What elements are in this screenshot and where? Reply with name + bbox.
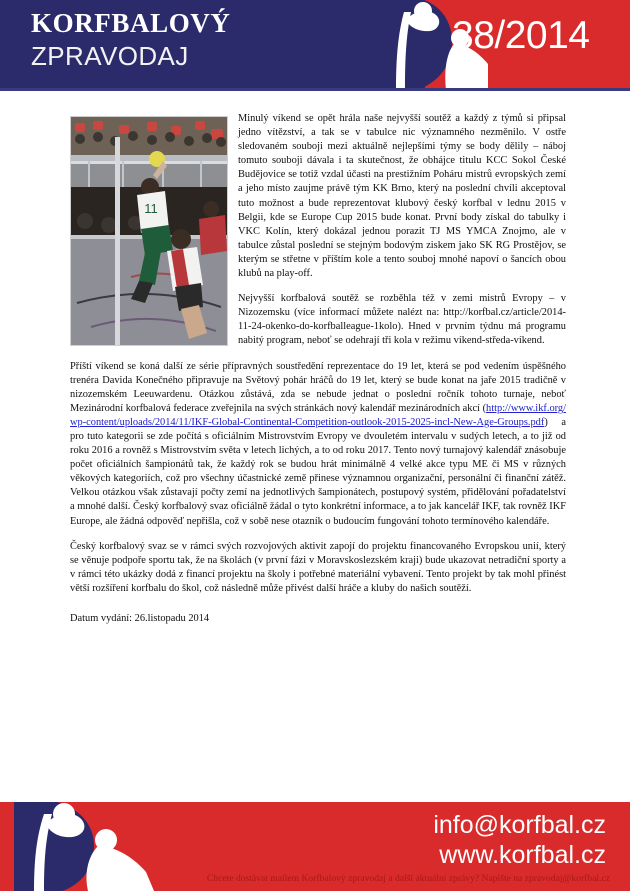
korfbal-article-url[interactable]: http://korfbal.cz/article/2014-11-24-okenko-do-korfballeague-1kolo (238, 307, 566, 333)
footer-contact-group (433, 810, 606, 870)
svg-text:11: 11 (144, 201, 158, 216)
footer-subscribe-note: Chcete dostávat mailem Korfbalový zpravodaj a další aktuální zprávy? Napište na zpravodaj@korfbal.cz (206, 873, 610, 884)
footer-website[interactable]: www.korfbal.cz (439, 841, 606, 869)
article-paragraph-1: Minulý víkend se opět hrála naše nejvyšší soutěž a každý z týmů si připsal jedno vítězství, a tak se v tabulce nic významného nezměnilo. V ostře sledovaném souboji mezi aktuálně nejlepšími týmy se body dělily – náboj tomuto souboji dávala i ta skutečnost, že obhájce titulu KCC Sokol České Budějovice se totiž vzdal účasti na prestižním Poháru mistrů evropských zemí a jeho místo zaujme právě tým KK Brno, který na poslední chvíli akceptoval tuto možnost a bude reprezentovat klubový český korfbal v lednu 2015 v Belgii, kde se Europe Cup 2015 bude konat. První body získal do tabulky i VKC Kolín, který dokázal jednou porazit TJ MS YMCA Znojmo, ale v tabulce zůstal poslední se stejným bodovým ziskem jako SK RG Prostějov, se kterým se střetne v příštím kole a tento souboj mnohé napoví o šancích obou klubů na play-off. (238, 113, 566, 280)
page-header (0, 0, 630, 88)
footer-email[interactable]: info@korfbal.cz (433, 811, 606, 839)
korfball-match-photo (70, 116, 228, 346)
article-paragraph-3 (70, 360, 566, 529)
header-title-group (31, 8, 371, 72)
issue-number: 38/2014 (452, 14, 590, 57)
paragraph-2-text-before: Nejvyšší korfbalová soutěž se rozběhla též v zemi mistrů Evropy – v Nizozemsku (více informací můžete nalézt na: (238, 293, 566, 319)
publish-date: Datum vydání: 26.listopadu 2014 (70, 613, 210, 624)
page-title: KORFBALOVÝ (31, 8, 231, 38)
page-subtitle: ZPRAVODAJ (31, 41, 189, 71)
paragraph-3-text-before: Příští víkend se koná další ze série přípravných soustředění reprezentace do 19 let, která se pod vedením úspěšného trenéra Davida Konečného připravuje na Světový pohár hráčů do 19 let, který se bude konat na jaře 2015 tradičně v nizozemském Leeuwardenu. Otázkou zůstává, zda se nebude jednat o poslední ročník tohoto turnaje, neboť Mezinárodní korfbalová federace zveřejnila na svých stránkách nový kalendář mezinárodních akcí ( (70, 360, 566, 414)
article-content (70, 112, 566, 626)
article-paragraph-4: Český korfbalový svaz se v rámci svých rozvojových aktivit zapojí do projektu financovaného Evropskou unií, který se věnuje podpoře sportu tak, že na školách (v první fázi v Moravskoslezském kraji) bude ukazovat netradiční sporty a v rámci této ukázky dodá z financí projektu na školy i potřebné materiální vybavení. Tento projekt by tak mohl přinést větší rozšíření korfbalu do škol, což následně může přivést další hráče a kluby do našich soutěží. (70, 540, 566, 594)
paragraph-2-text-after: ). Hned v prvním týdnu má programu nabitý program, neboť se odehrají tři kola v režimu víkend-středa-víkend. (238, 321, 566, 347)
paragraph-3-text-after: ) a pro tuto kategorii se zde počítá s oficiálním Mistrovstvím Evropy ve dvouletém intervalu v sudých letech, a to již od roku 2016 a rovněž s Mistrovstvím světa v letech lichých, a to od roku 2017. Tento nový turnajový kalendář znásobuje počet oficiálních šampionátů tak, že každý rok se budou hrát minimálně 4 velké akce typu ME či MS v různých věkových kategoriích, což pro všechny účastnické země přinese významnou organizační, personální či finanční zátěž. Velkou otázkou však zůstavají počty zemí na jednotlivých šampionátech, postupový systém, přidělování pořadatelství a mnohé další. Český korfbalový svaz oficiálně žádal o tyto konkrétní informace, a to jak kancelář IKF, tak rovněž IKF Europe, ale žádná odpověď nepřišla, což v sobě nese otazník o budoucím fungování tohoto termínového kalendáře. (70, 416, 566, 527)
ikf-calendar-link[interactable]: http://www.ikf.org/wp-content/uploads/2014/11/IKF-Global-Continental-Competition-outlook-2015-2025-incl-New-Age-Groups.pdf (70, 402, 566, 428)
page-footer (0, 802, 630, 891)
header-divider (0, 88, 630, 91)
